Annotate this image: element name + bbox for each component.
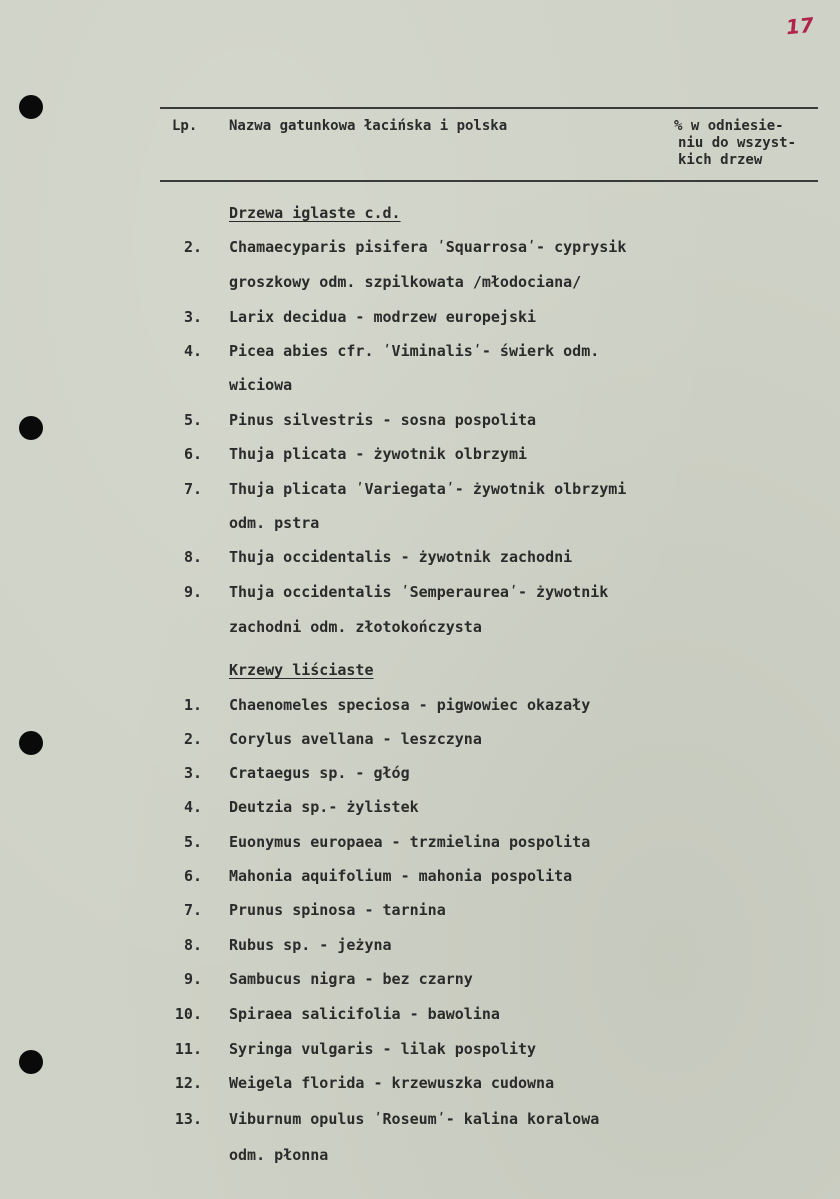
item-text: Larix decidua - modrzew europejski [229, 308, 537, 326]
header-percent-line: % w odniesie- [674, 118, 784, 134]
item-number: 3. [183, 308, 202, 326]
item-text: Rubus sp. - jeżyna [229, 936, 392, 954]
item-text: Sambucus nigra - bez czarny [229, 970, 473, 988]
list-item [0, 238, 840, 272]
item-text-continuation: wiciowa [229, 376, 293, 394]
item-number: 2. [183, 238, 202, 256]
item-text: Prunus spinosa - tarnina [229, 901, 446, 919]
section-title-conifers: Drzewa iglaste c.d. [229, 204, 401, 222]
item-text: Viburnum opulus ʹRoseumʹ- kalina koralowa [229, 1110, 600, 1128]
item-number: 9. [183, 583, 202, 601]
item-text: Mahonia aquifolium - mahonia pospolita [229, 867, 573, 885]
item-number: 11. [174, 1040, 202, 1058]
list-item [0, 798, 840, 832]
header-percent-line: niu do wszyst- [678, 135, 797, 151]
list-item [0, 583, 840, 617]
list-item [0, 548, 840, 582]
list-item [0, 696, 840, 730]
header-percent-line: kich drzew [678, 152, 763, 168]
item-number: 4. [183, 798, 202, 816]
item-text-continuation: odm. płonna [229, 1146, 329, 1164]
item-number: 3. [183, 764, 202, 782]
punch-hole [19, 95, 43, 119]
item-number: 1. [183, 696, 202, 714]
item-text: Thuja occidentalis - żywotnik zachodni [229, 548, 573, 566]
item-number: 6. [183, 445, 202, 463]
item-text: Pinus silvestris - sosna pospolita [229, 411, 537, 429]
item-number: 8. [183, 936, 202, 954]
header-top-rule [160, 107, 818, 109]
item-text: Thuja plicata - żywotnik olbrzymi [229, 445, 528, 463]
list-item [0, 867, 840, 901]
list-item [0, 901, 840, 935]
item-number: 5. [183, 833, 202, 851]
item-number: 7. [183, 480, 202, 498]
list-item [0, 411, 840, 445]
list-item [0, 445, 840, 479]
list-item [0, 1005, 840, 1039]
list-item [0, 342, 840, 376]
item-number: 5. [183, 411, 202, 429]
item-text: Crataegus sp. - głóg [229, 764, 410, 782]
list-item [0, 308, 840, 342]
item-number: 2. [183, 730, 202, 748]
item-text: Spiraea salicifolia - bawolina [229, 1005, 500, 1023]
header-name-column: Nazwa gatunkowa łacińska i polska [229, 118, 508, 134]
list-item [0, 833, 840, 867]
item-text: Thuja occidentalis ʹSemperaureaʹ- żywotnik [229, 583, 609, 601]
header-lp: Lp. [172, 118, 198, 134]
item-number: 9. [183, 970, 202, 988]
section-title-shrubs: Krzewy liściaste [229, 661, 374, 679]
list-item [0, 1110, 840, 1144]
item-number: 12. [174, 1074, 202, 1092]
item-text: Chaenomeles speciosa - pigwowiec okazały [229, 696, 591, 714]
item-number: 13. [174, 1110, 202, 1128]
item-text-continuation: zachodni odm. złotokończysta [229, 618, 482, 636]
item-text: Syringa vulgaris - lilak pospolity [229, 1040, 537, 1058]
header-percent-column [674, 118, 824, 169]
item-text: Chamaecyparis pisifera ʹSquarrosaʹ- cyprysik [229, 238, 627, 256]
list-item [0, 730, 840, 764]
list-item [0, 764, 840, 798]
list-item [0, 936, 840, 970]
item-text: Thuja plicata ʹVariegataʹ- żywotnik olbrzymi [229, 480, 627, 498]
page-number: 17 [784, 12, 816, 40]
header-bottom-rule [160, 180, 818, 182]
list-item [0, 1074, 840, 1108]
item-number: 8. [183, 548, 202, 566]
item-number: 6. [183, 867, 202, 885]
item-number: 7. [183, 901, 202, 919]
list-item [0, 480, 840, 514]
item-text: Weigela florida - krzewuszka cudowna [229, 1074, 555, 1092]
item-text-continuation: groszkowy odm. szpilkowata /młodociana/ [229, 273, 582, 291]
item-text: Euonymus europaea - trzmielina pospolita [229, 833, 591, 851]
item-number: 4. [183, 342, 202, 360]
list-item [0, 1040, 840, 1074]
item-text-continuation: odm. pstra [229, 514, 320, 532]
item-number: 10. [174, 1005, 202, 1023]
item-text: Corylus avellana - leszczyna [229, 730, 482, 748]
item-text: Picea abies cfr. ʹViminalisʹ- świerk odm. [229, 342, 600, 360]
list-item [0, 970, 840, 1004]
item-text: Deutzia sp.- żylistek [229, 798, 419, 816]
